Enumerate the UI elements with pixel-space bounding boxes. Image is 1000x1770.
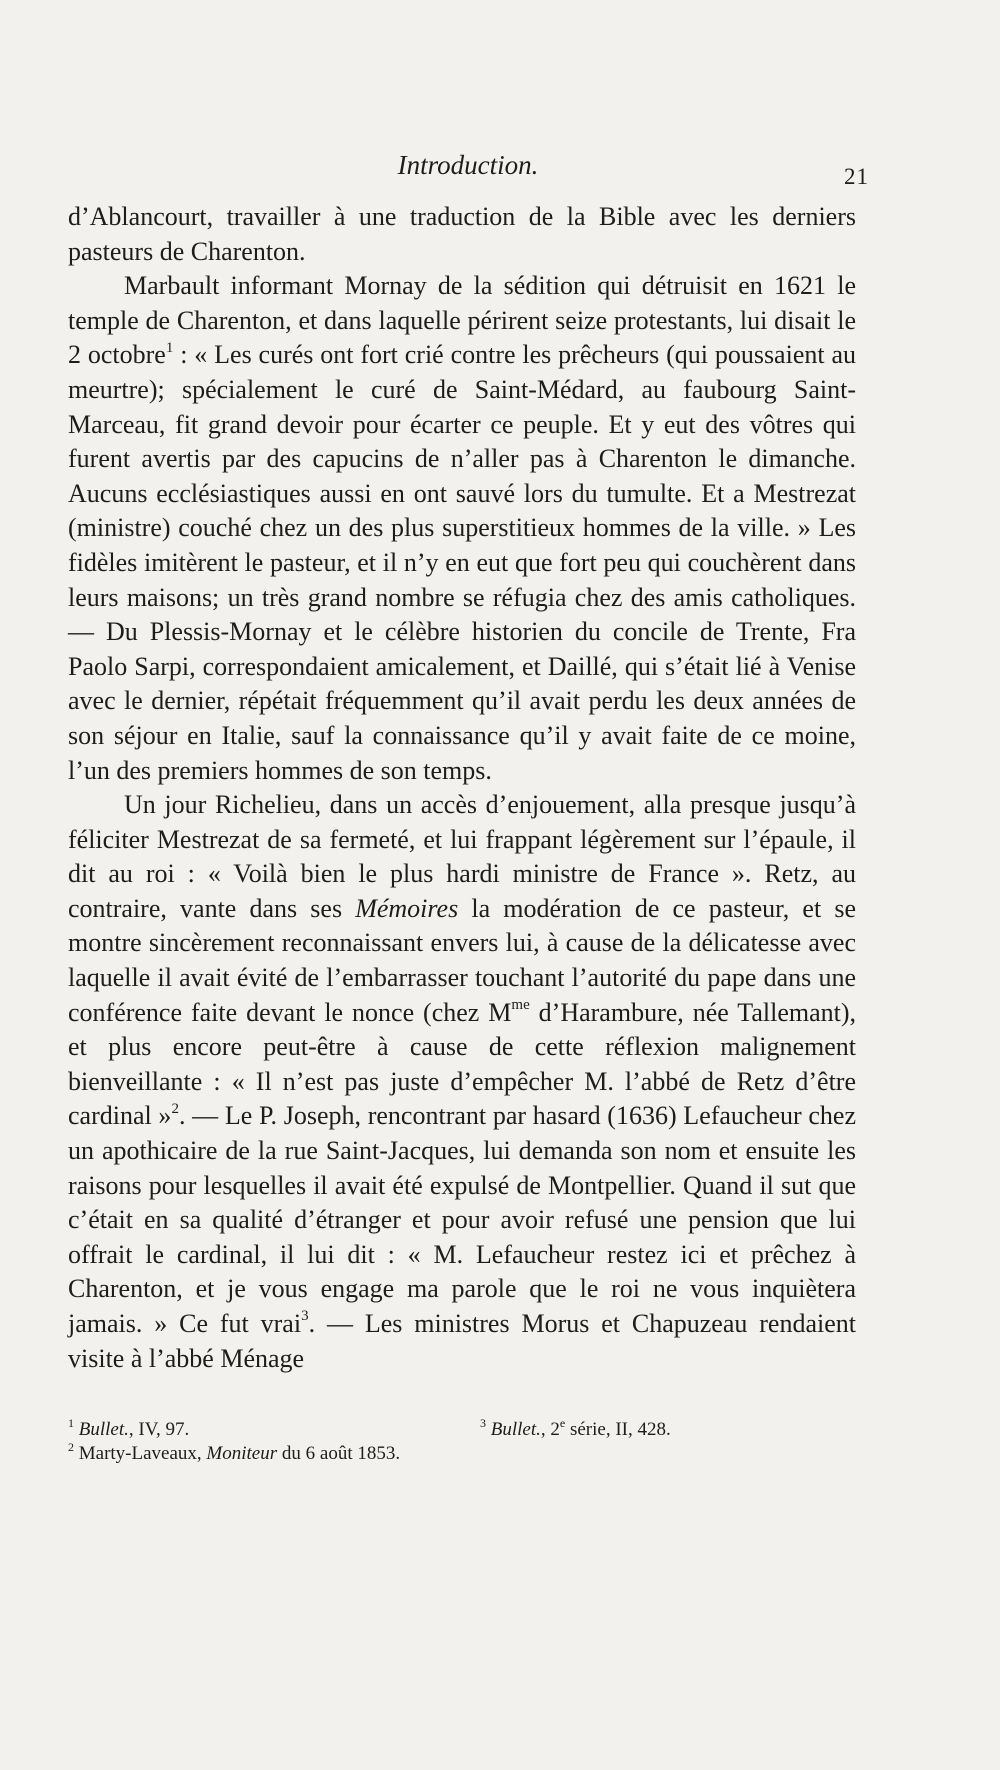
text-run: la modération de ce pasteur, et se montre sincèrement reconnaissant envers lui, à cause de la délicatesse avec laquelle il avait évité de l’embarrasser touchant l’autorité du pape dans une conférence faite devant le nonce (chez M [68, 893, 856, 1027]
italic-text: Mémoires [355, 893, 459, 923]
footnotes-left-column [68, 1415, 448, 1466]
text-run: . — Les ministres Morus et Chapuzeau rendaient visite à l’abbé Ménage [68, 1309, 856, 1373]
italic-text: Moniteur [206, 1443, 278, 1464]
paragraph [68, 200, 856, 269]
text-run: du 6 août 1853. [277, 1443, 401, 1464]
superscript: 3 [301, 1308, 309, 1325]
footnote [480, 1415, 856, 1442]
italic-text: Bullet. [490, 1419, 541, 1440]
text-run: d’Harambure, née Tallemant), et plus encore peut-être à cause de cette réflexion malignement bienveillante : « Il n’est pas juste d’empêcher M. l’abbé de Retz d’être cardinal » [68, 997, 857, 1131]
text-run: Marbault informant Mornay de la sédition qui détruisit en 1621 le temple de Charenton, et dans laquelle périrent seize protestants, lui disait le 2 octobre [68, 271, 856, 370]
footnote-number: 2 [68, 1439, 74, 1454]
page-header [68, 150, 868, 190]
footnote-number: 1 [68, 1415, 74, 1430]
superscript: 2 [171, 1100, 179, 1117]
text-run: , IV, 97. [128, 1419, 190, 1440]
paragraph [68, 788, 856, 1376]
footnote [68, 1439, 448, 1466]
superscript: 1 [165, 339, 174, 356]
text-run: . — Le P. Joseph, rencontrant par hasard (1636) Lefaucheur chez un apothicaire de la rue Saint-Jacques, lui demanda son nom et ensuite les raisons pour lesquelles il avait été expulsé de Montpellier. Quand il sut que c’était en sa qualité d’étranger et pour avoir refusé une pension que lui offrait le cardinal, il lui dit : « M. Lefaucheur restez ici et prêchez à Charenton, et je vous engage ma parole que le roi ne vous inquiètera jamais. » Ce fut vrai [68, 1101, 856, 1338]
italic-text: Bullet. [78, 1419, 129, 1440]
text-run: Un jour Richelieu, dans un accès d’enjouement, alla presque jusqu’à féliciter Mestrezat de sa fermeté, et lui frappant légèrement sur l’épaule, il dit au roi : « Voilà bien le plus hardi ministre de France ». Retz, au contraire, vante dans ses [68, 790, 856, 923]
footnote [68, 1415, 448, 1442]
footnote-number: 3 [480, 1415, 486, 1430]
superscript: e [559, 1415, 566, 1430]
text-run: série, II, 428. [565, 1419, 671, 1440]
text-run: : « Les curés ont fort crié contre les prêcheurs (qui poussaient au meurtre); spécialement le curé de Saint-Médard, au faubourg Saint-Marceau, fit grand devoir pour écarter ce peuple. Et y eut des vôtres qui furent avertis par des capucins de n’aller pas à Charenton le dimanche. Aucuns ecclésiastiques aussi en ont sauvé lors du tumulte. Et a Mestrezat (ministre) couché chez un des plus superstitieux hommes de la ville. » Les fidèles imitèrent le pasteur, et il n’y en eut que fort peu qui couchèrent dans leurs maisons; un très grand nombre se réfugia chez des amis catholiques. — Du Plessis-Mornay et le célèbre historien du concile de Trente, Fra Paolo Sarpi, correspondaient amicalement, et Daillé, qui s’était lié à Venise avec le dernier, répétait fréquemment qu’il avait perdu les deux années de son séjour en Italie, sauf la connaissance qu’il y avait faite de ce moine, l’un des premiers hommes de son temps. [68, 340, 856, 785]
paragraph [68, 269, 856, 788]
text-run: d’Ablancourt, travailler à une traduction de la Bible avec les derniers pasteurs de Charenton. [68, 202, 856, 266]
text-run: Marty-Laveaux, [78, 1443, 207, 1464]
superscript: me [511, 997, 530, 1013]
body-text [68, 200, 856, 1376]
running-title: Introduction. [397, 150, 539, 180]
text-run: , 2 [540, 1419, 560, 1440]
footnotes-right-column [480, 1415, 856, 1442]
page-number: 21 [844, 164, 869, 189]
